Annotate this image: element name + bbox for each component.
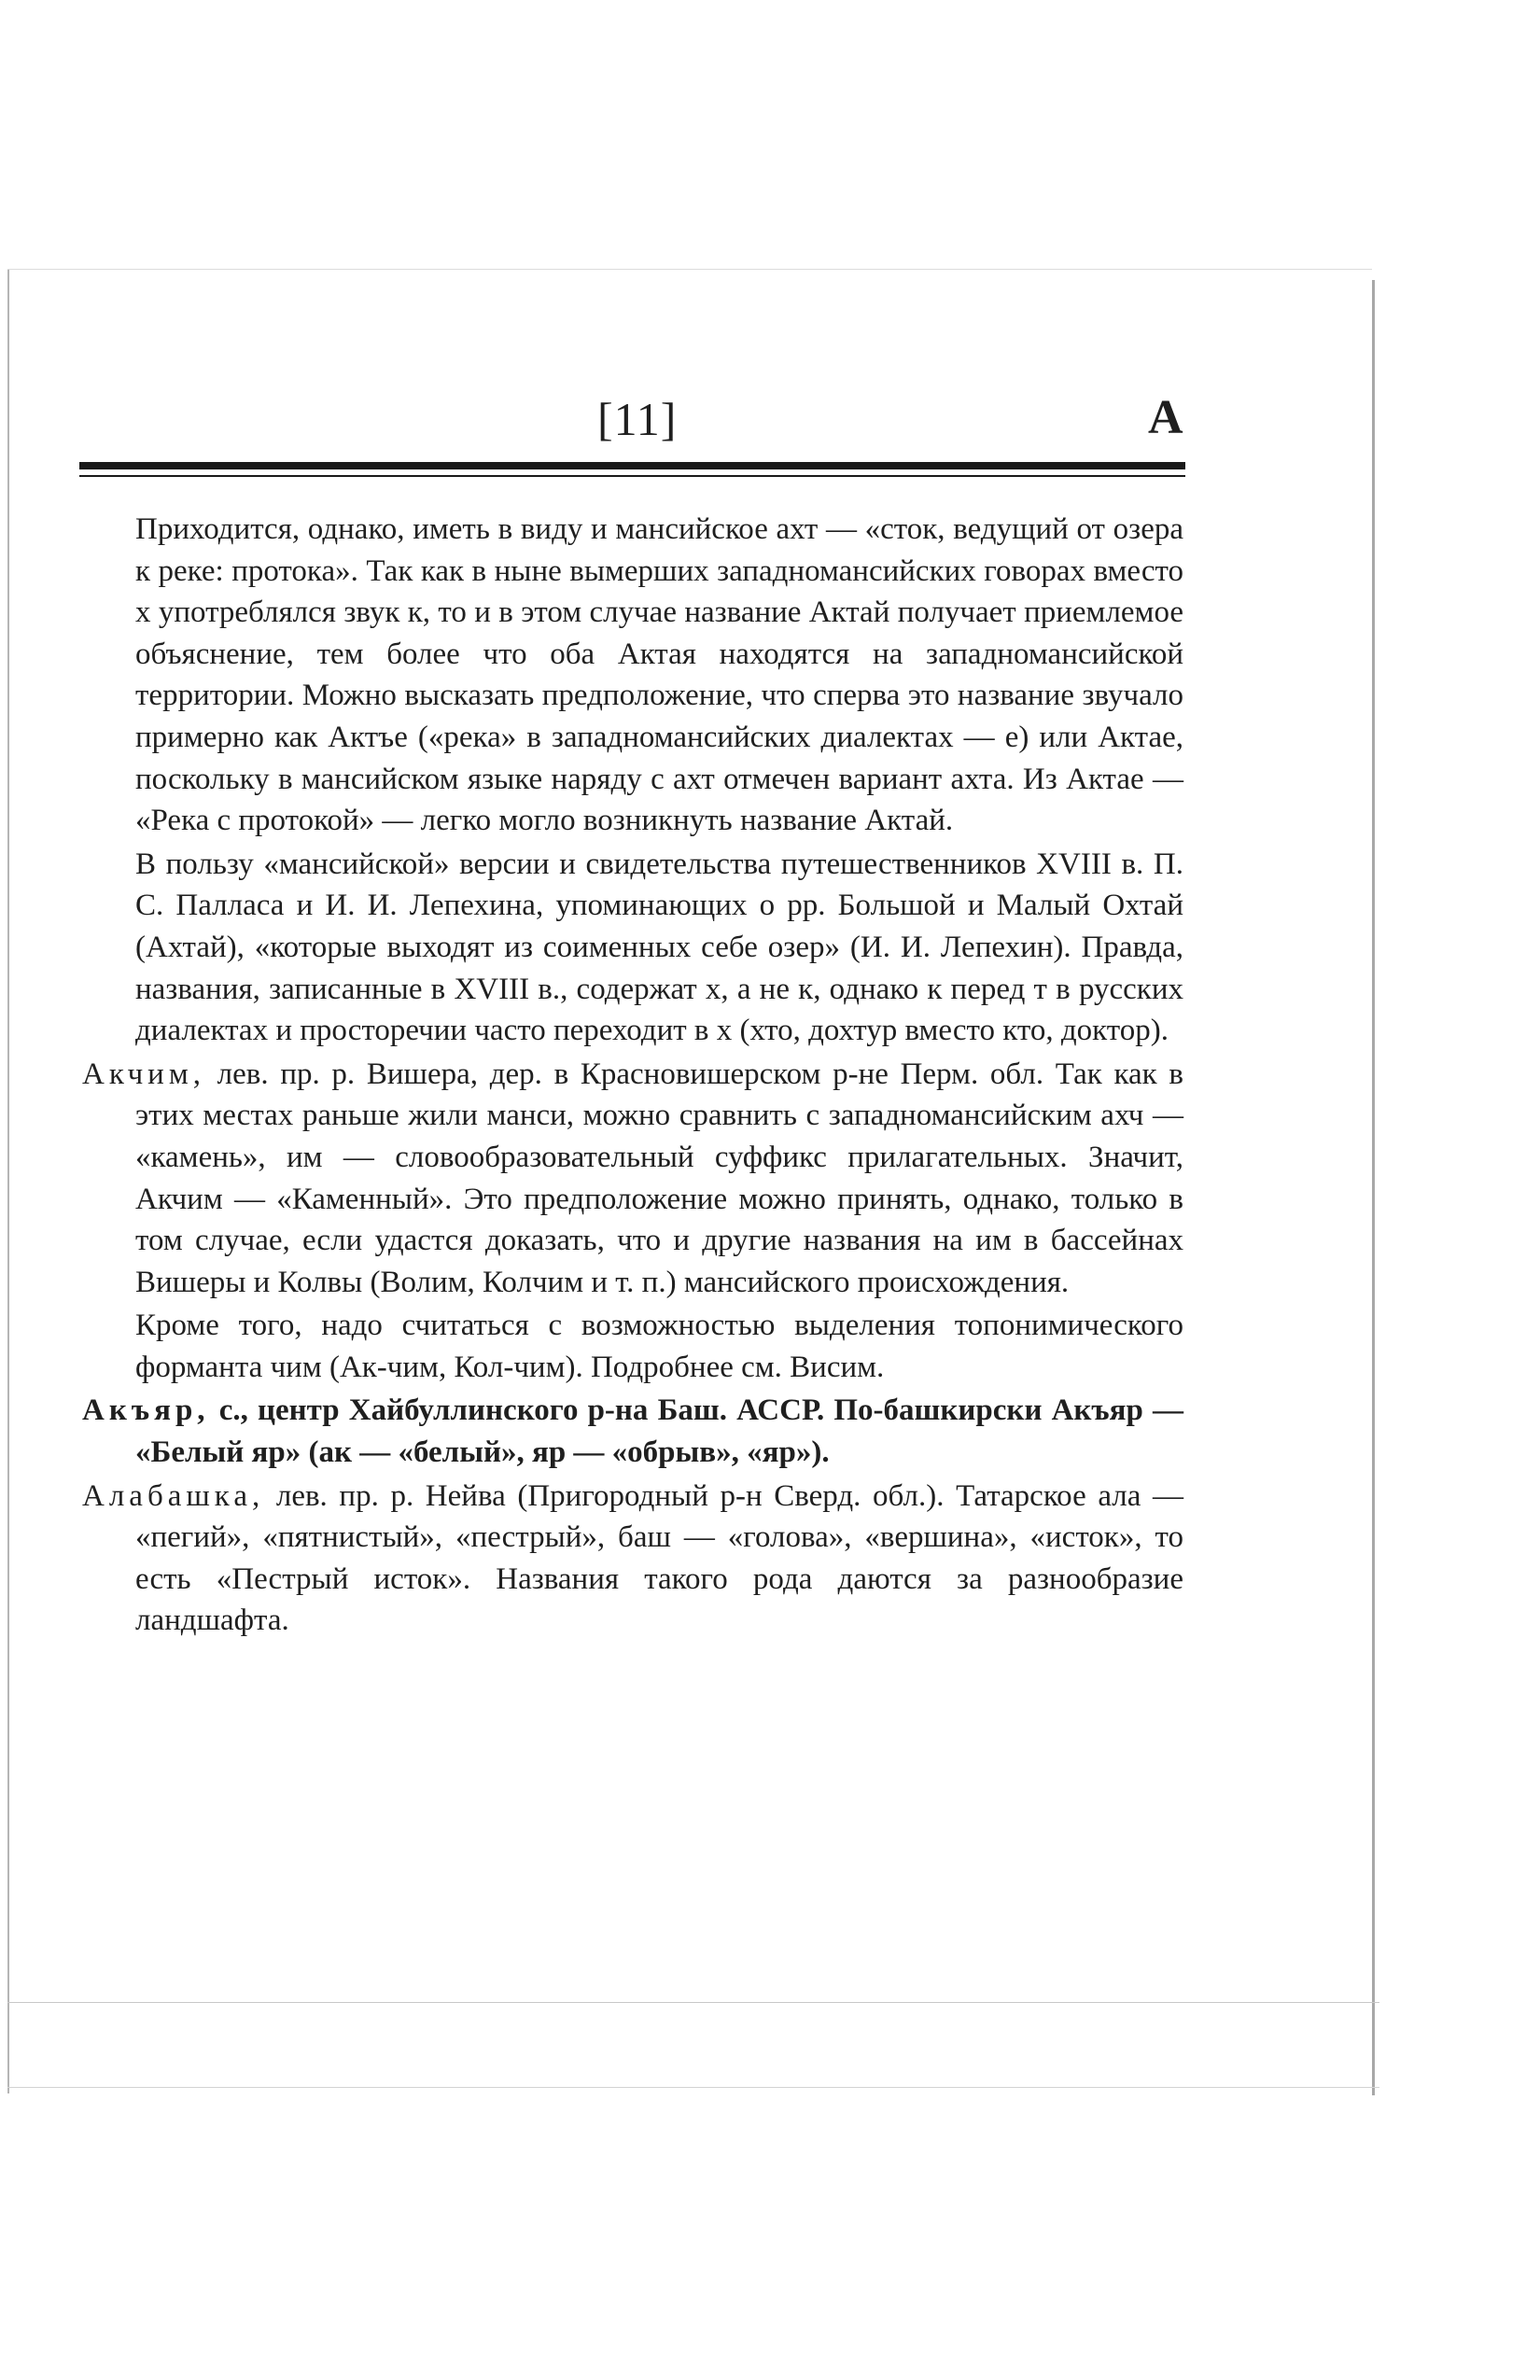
entry-akyar — [82, 1390, 1183, 1473]
paragraph-aktai-evidence: В пользу «мансийской» версии и свидетельства путешественников XVIII в. П. С. Палласа и И. И. Лепехина, упоминающих о рр. Большой и Малый Охтай (Ахтай), «которые выходят из соименных себе озер» (И. И. Лепехин). Правда, названия, записанные в XVIII в., содержат х, а не к, однако к перед т в русских диалектах и просторечии часто переходит в х (хто, дохтур вместо кто, доктор). — [135, 847, 1183, 1048]
entry-alabashka — [82, 1476, 1183, 1642]
frame-bottom-line-2 — [7, 2087, 1379, 2088]
frame-bottom-line — [7, 2002, 1379, 2003]
page-frame-right — [1372, 280, 1375, 2095]
paragraph-akchim-note: Кроме того, надо считаться с возможностью выделения топонимического форманта чим (Ак-чим, Кол-чим). Подробнее см. Висим. — [135, 1309, 1183, 1384]
entry-body: с., центр Хайбуллинского р-на Баш. АССР. По-башкирски Акъяр — «Белый яр» (ак — «белый», яр — «обрыв», «яр»). — [135, 1393, 1184, 1470]
page-frame-left — [7, 269, 9, 2093]
entry-body: лев. пр. р. Нейва (Пригородный р-н Сверд. обл.). Татарское ала — «пегий», «пятнистый», «пестрый», баш — «голова», «вершина», «исток», то есть «Пестрый исток». Названия такого рода даются за разнообразие ландшафта. — [135, 1478, 1184, 1638]
entry-body: лев. пр. р. Вишера, дер. в Красновишерском р-не Перм. обл. Так как в этих местах раньше жили манси, можно сравнить с западномансийским ахч — «камень», им — словообразовательный суффикс прилагательных. Значит, Акчим — «Каменный». Это предположение можно принять, однако, только в том случае, если удастся доказать, что и другие названия на им в бассейнах Вишеры и Колвы (Волим, Колчим и т. п.) мансийского происхождения. — [135, 1057, 1183, 1299]
frame-top-line — [7, 269, 1372, 270]
dictionary-text — [82, 509, 1183, 1644]
entry-akchim — [82, 1054, 1183, 1304]
entry-headword: Акчим, — [82, 1057, 205, 1091]
entry-headword: Акъяр, — [82, 1393, 210, 1428]
header-rule-thin — [79, 475, 1185, 477]
entry-headword: Алабашка, — [82, 1478, 265, 1513]
paragraph-aktai-continuation: Приходится, однако, иметь в виду и мансийское ахт — «сток, ведущий от озера к реке: протока». Так как в ныне вымерших западномансийских говорах вместо х употреблялся звук к, то и в этом случае название Актай получает приемлемое объяснение, тем более что оба Актая находятся на западномансийской территории. Можно высказать предположение, что сперва это название звучало примерно как Актъе («река» в западномансийских диалектах — е) или Актае, поскольку в мансийском языке наряду с ахт отмечен вариант ахта. Из Актае — «Река с протокой» — легко могло возникнуть название Актай. — [135, 512, 1183, 838]
header-rule-thick — [79, 462, 1185, 469]
page-number: [11] — [597, 393, 678, 445]
section-letter: А — [1148, 391, 1183, 444]
